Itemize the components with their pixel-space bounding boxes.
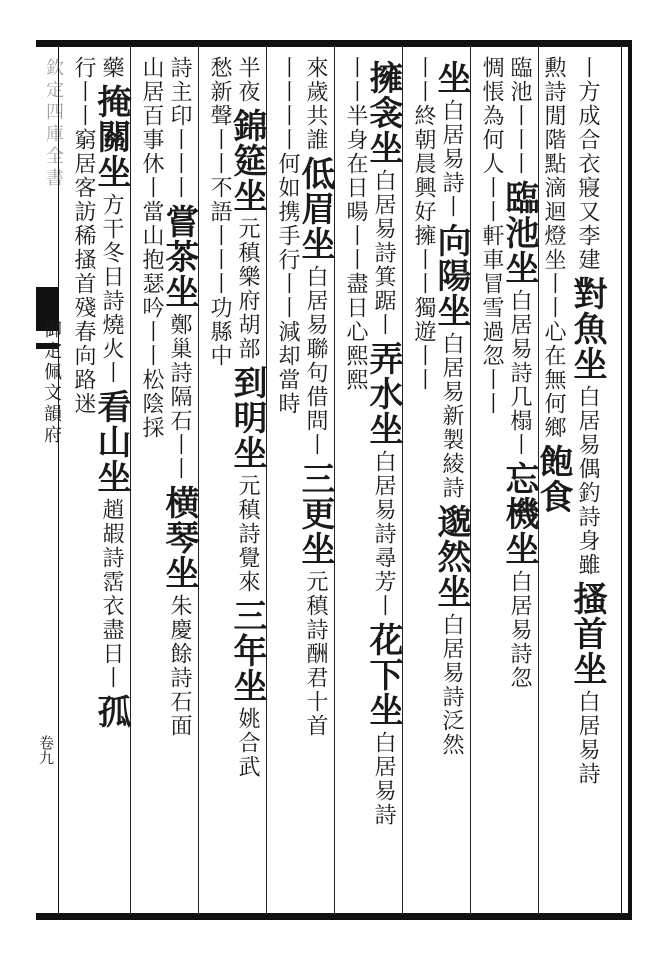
margin-collection-title: 欽定四庫全書 [43, 58, 64, 190]
text-segment: 方干冬日詩燒火丨 [99, 193, 124, 385]
column-rule [198, 47, 199, 913]
headword: 搔首坐 [567, 581, 607, 686]
text-segment: 半夜 [235, 56, 260, 104]
text-segment: 丨丨 [275, 56, 300, 104]
text-segment: 丨丨松陰採 [139, 320, 164, 440]
text-segment: 白居易詩泛然 [439, 613, 464, 757]
text-segment: 白居易詩 [371, 731, 396, 827]
headword: 擁衾坐 [363, 60, 403, 165]
text-segment: 白居易新製綾詩 [439, 332, 464, 500]
text-segment: 山居百事休 [139, 56, 164, 176]
text-segment: 丨丨窮居客訪稀 [71, 80, 96, 248]
text-column [499, 56, 539, 906]
text-segment: 朱慶餘詩石面 [167, 594, 192, 738]
text-segment: 功縣中 [207, 296, 232, 368]
page-number: 卷九 [37, 735, 55, 765]
headword: 弄水坐 [363, 341, 403, 446]
text-segment: 元稹詩酬君十首 [303, 570, 328, 738]
text-column [200, 56, 230, 906]
text-column [472, 56, 502, 906]
headword: 横琴坐 [159, 485, 199, 590]
headword: 低眉坐 [295, 156, 335, 261]
text-segment: 丨當山抱瑟吟 [139, 176, 164, 320]
text-segment: 白居易詩几榻丨 [507, 289, 532, 457]
text-segment: 丨丨軒車冒雪過 [479, 176, 504, 344]
text-segment: 新聲丨丨 [207, 80, 232, 176]
text-column [132, 56, 162, 906]
headword: 到明坐 [227, 365, 267, 470]
headword: 孤 [91, 694, 131, 729]
text-column [431, 56, 471, 906]
headword: 坐 [431, 60, 471, 95]
text-segment: 行 [71, 56, 96, 80]
text-segment: 元稹詩覺來 [235, 474, 260, 594]
text-column [159, 56, 199, 906]
text-segment: 忽丨丨 [479, 344, 504, 416]
text-segment: 來歲共誰 [303, 56, 328, 152]
headword: 對魚坐 [567, 276, 607, 381]
headword: 臨池坐 [499, 180, 539, 285]
text-column [363, 56, 403, 906]
headword: 掩關坐 [91, 84, 131, 189]
text-segment: 趙嘏詩霑衣盡日丨 [99, 498, 124, 690]
text-segment: 白居易詩丨 [439, 99, 464, 219]
text-column [268, 56, 298, 906]
text-segment: 白居易詩箕踞丨 [371, 169, 396, 337]
headword: 看山坐 [91, 389, 131, 494]
margin-book-title: 御定佩文韻府 [41, 320, 62, 446]
headword: 三年坐 [227, 598, 267, 703]
text-segment: 白居易詩忽 [507, 570, 532, 690]
headword: 向陽坐 [431, 223, 471, 328]
text-segment: 搔首殘春向路迷 [71, 248, 96, 416]
column-rule [470, 47, 471, 913]
text-segment: 鄭巢詩隔石丨丨 [167, 313, 192, 481]
text-segment: 臨池丨丨丨 [507, 56, 532, 176]
text-segment: 詩主印丨丨丨 [167, 56, 192, 200]
text-segment: 藥 [99, 56, 124, 80]
text-segment: 獨遊丨丨 [411, 296, 436, 392]
text-segment: 丨丨半身在日暘 [343, 56, 368, 224]
text-column [404, 56, 434, 906]
text-segment: 不語丨丨丨 [207, 176, 232, 296]
text-segment: 惆悵為何人 [479, 56, 504, 176]
text-segment: 白居易詩 [575, 690, 600, 786]
headword: 三更坐 [295, 461, 335, 566]
text-segment: 白居易聯句借問丨 [303, 265, 328, 457]
text-segment: 白居易偶釣詩身雖 [575, 385, 600, 577]
text-segment: 丨丨終朝 [411, 56, 436, 152]
text-column [567, 56, 607, 906]
headword: 飽食 [533, 444, 573, 514]
text-segment: 白居易詩尋芳丨 [371, 450, 396, 618]
text-segment: 丨丨何如携手行 [275, 104, 300, 272]
text-segment: 丨丨盡日心熙熙 [343, 224, 368, 392]
headword: 忘機坐 [499, 461, 539, 566]
text-column [91, 56, 131, 906]
text-column [227, 56, 267, 906]
text-segment: 愁 [207, 56, 232, 80]
text-column [533, 56, 573, 906]
headword: 嘗茶坐 [159, 204, 199, 309]
headword: 邈然坐 [431, 504, 471, 609]
column-rule [402, 47, 403, 913]
text-column [64, 56, 94, 906]
text-segment: 丨丨減却當時 [275, 272, 300, 416]
text-column [295, 56, 335, 906]
headword: 錦筵坐 [227, 108, 267, 213]
headword: 花下坐 [363, 622, 403, 727]
text-segment: 丨丨心在無何鄉 [541, 272, 566, 440]
text-column [336, 56, 366, 906]
text-segment: 丨方成合衣寢又李建 [575, 56, 600, 272]
text-segment: 晨興好擁丨丨 [411, 152, 436, 296]
text-segment: 元稹樂府胡部 [235, 217, 260, 361]
text-segment: 勲詩閒階點滴迴燈坐 [541, 56, 566, 272]
text-segment: 姚合武 [235, 707, 260, 779]
